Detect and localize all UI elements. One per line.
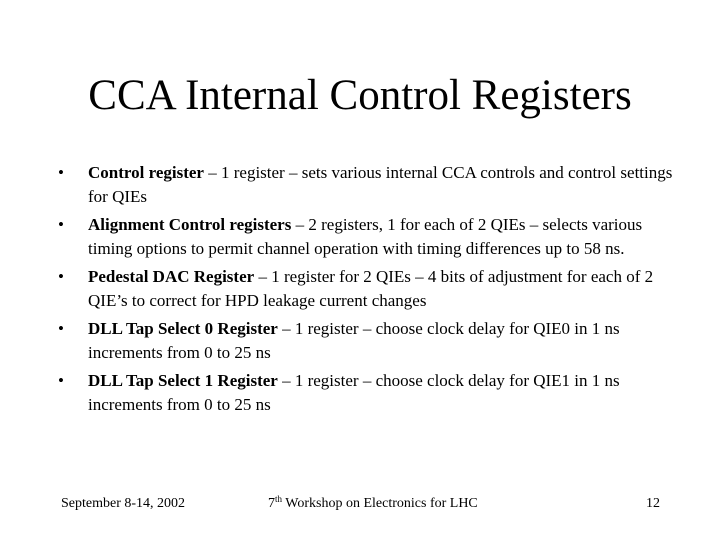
footer-conference [268, 495, 478, 513]
footer-conference-number: 7 [268, 496, 275, 511]
bullet-marker: • [58, 267, 64, 286]
bullet-text: – 2 registers, 1 for each of 2 QIEs – selects various timing options to permit channel operation with timing differences up to 58 ns. [88, 215, 643, 258]
bullet-term: Pedestal DAC Register [88, 267, 255, 286]
bullet-list [58, 161, 678, 421]
bullet-item-control-register [58, 161, 678, 208]
bullet-text: – 1 register – sets various internal CCA controls and control settings for QIEs [88, 163, 673, 206]
bullet-marker: • [58, 371, 64, 390]
bullet-item-dll-tap-select-0 [58, 317, 678, 364]
bullet-item-pedestal-dac-register [58, 265, 678, 312]
footer-conference-name: Workshop on Electronics for LHC [282, 496, 478, 511]
bullet-term: Control register [88, 163, 204, 182]
bullet-text: – 1 register – choose clock delay for QIE1 in 1 ns increments from 0 to 25 ns [88, 371, 620, 414]
bullet-item-dll-tap-select-1 [58, 369, 678, 416]
bullet-term: DLL Tap Select 1 Register [88, 371, 278, 390]
footer-conference-suffix: th [275, 494, 283, 504]
bullet-text: – 1 register – choose clock delay for QIE0 in 1 ns increments from 0 to 25 ns [88, 319, 620, 362]
slide-title: CCA Internal Control Registers [88, 72, 632, 119]
bullet-term: Alignment Control registers [88, 215, 292, 234]
bullet-marker: • [58, 319, 64, 338]
footer-page-number: 12 [646, 496, 660, 511]
footer-date: September 8-14, 2002 [61, 496, 186, 511]
bullet-marker: • [58, 215, 64, 234]
bullet-marker: • [58, 163, 64, 182]
bullet-term: DLL Tap Select 0 Register [88, 319, 278, 338]
bullet-item-alignment-control-registers [58, 213, 678, 260]
bullet-text: – 1 register for 2 QIEs – 4 bits of adjustment for each of 2 QIE’s to correct for HPD leakage current changes [88, 267, 654, 310]
